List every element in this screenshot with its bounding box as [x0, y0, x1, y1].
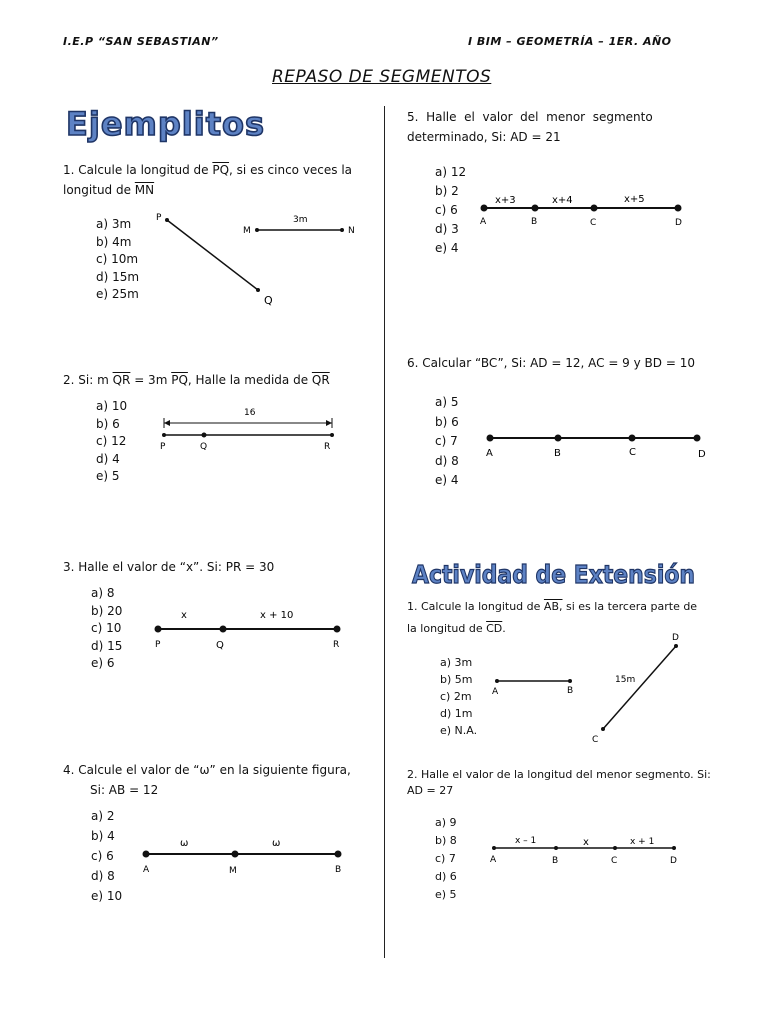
- point-a-label: A: [480, 217, 487, 227]
- option: e) N.A.: [440, 724, 478, 737]
- segment-mn-length: 3m: [293, 215, 308, 225]
- option: e) 6: [91, 656, 115, 670]
- option: a) 10: [96, 399, 128, 413]
- point-m-label: M: [229, 866, 237, 876]
- point-p-label: P: [155, 640, 161, 650]
- figure-1: [150, 208, 370, 313]
- option: b) 20: [91, 603, 123, 618]
- ejemplitos-banner: [62, 104, 352, 144]
- option: a) 3m: [440, 656, 473, 669]
- option: a) 8: [91, 586, 115, 600]
- point-b-label: B: [552, 856, 559, 866]
- actividad-banner: [410, 553, 710, 593]
- option: a) 12: [435, 165, 467, 179]
- option: b) 6: [96, 416, 120, 431]
- point-a-label: A: [490, 855, 497, 865]
- option: b) 4m: [96, 234, 132, 249]
- point-q-label: Q: [200, 442, 208, 452]
- option: b) 6: [435, 414, 459, 429]
- extension-1-options: [440, 654, 477, 739]
- question-4-options: [91, 806, 122, 906]
- question-1: 1. Calcule la longitud de $\overline{PQ}$, si es cinco veces la longitud de $\overline{MN}$: [63, 163, 353, 197]
- segment-x-label: x: [181, 610, 187, 621]
- point-r-label: R: [324, 442, 331, 452]
- figure-2: [155, 404, 345, 456]
- option: d) 4: [96, 451, 120, 466]
- course-name: I BIM – GEOMETRÍA – 1ER. AÑO: [468, 35, 672, 48]
- question-3-options: [91, 585, 122, 673]
- extension-2-options: [435, 814, 457, 904]
- option: a) 3m: [96, 217, 132, 231]
- option: b) 8: [435, 834, 457, 847]
- point-m-label: M: [243, 226, 251, 236]
- segment-x-plus-1-label: x + 1: [630, 837, 655, 847]
- segment-cd-length: 15m: [615, 675, 636, 685]
- segment-x-minus-1-label: x – 1: [515, 836, 537, 846]
- figure-4: [138, 834, 353, 882]
- question-5-options: [435, 163, 466, 258]
- question-2: 2. Si: m $\overline{QR} = 3m$ $\overline{PQ}$, Halle la medida de $\overline{QR}$: [63, 373, 330, 387]
- option: c) 7: [435, 852, 456, 865]
- option: e) 5: [435, 888, 457, 901]
- point-d-label: D: [698, 449, 706, 460]
- option: c) 10m: [96, 252, 139, 266]
- option: d) 15: [91, 638, 123, 653]
- option: b) 5m: [440, 673, 473, 686]
- point-a-label: A: [486, 448, 493, 459]
- segment-pq-label: $\overline{PQ}$: [212, 163, 230, 177]
- option: d) 8: [435, 453, 459, 468]
- point-a-label: A: [492, 687, 499, 697]
- point-c-label: C: [592, 735, 599, 745]
- measure-16-label: 16: [244, 408, 256, 418]
- option: b) 4: [91, 829, 115, 843]
- option: a) 9: [435, 816, 457, 829]
- segment-omega-label: ω: [180, 838, 189, 849]
- figure-5: [476, 190, 691, 232]
- option: d) 1m: [440, 707, 473, 720]
- point-c-label: C: [611, 856, 618, 866]
- segment-x-plus-10-label: x + 10: [260, 610, 294, 621]
- option: d) 15m: [96, 269, 140, 284]
- segment-mn-label: $\overline{MN}$: [134, 183, 155, 197]
- segment-omega-label: ω: [272, 838, 281, 849]
- option: e) 5: [96, 469, 120, 483]
- point-b-label: B: [554, 448, 561, 459]
- point-b-label: B: [567, 686, 574, 696]
- extension-1: 1. Calcule la longitud de AB, si es la tercera parte de la longitud de $\overline{CD}$.: [407, 600, 698, 635]
- point-d-label: D: [670, 856, 677, 866]
- option: a) 2: [91, 809, 115, 823]
- option: a) 5: [435, 395, 459, 409]
- point-q-label: Q: [264, 294, 273, 307]
- segment-x-plus-3-label: x+3: [495, 195, 516, 206]
- option: b) 2: [435, 184, 459, 198]
- school-name: I.E.P “SAN SEBASTIAN”: [63, 35, 219, 48]
- extension-2-figure: [486, 832, 686, 868]
- point-d-label: D: [675, 218, 682, 228]
- option: c) 10: [91, 621, 122, 635]
- question-3: 3. Halle el valor de “x”. Si: PR = 30: [63, 560, 275, 574]
- point-c-label: C: [590, 218, 597, 228]
- question-2-options: [96, 398, 127, 486]
- question-1-options: [96, 216, 139, 304]
- actividad-banner-text: Actividad de Extensión: [412, 560, 695, 589]
- question-5: 5. Halle el valor del menor segmento determinado, Si: AD = 21: [407, 110, 653, 144]
- option: d) 3: [435, 222, 459, 236]
- option: e) 10: [91, 889, 123, 903]
- option: c) 12: [96, 434, 127, 448]
- point-d-label: D: [672, 633, 679, 643]
- option: d) 6: [435, 870, 457, 883]
- figure-6: [482, 428, 712, 464]
- option: d) 8: [91, 869, 115, 883]
- question-6: 6. Calcular “BC”, Si: AD = 12, AC = 9 y BD = 10: [407, 356, 695, 370]
- segment-x-label: x: [583, 837, 589, 848]
- segment-x-plus-4-label: x+4: [552, 195, 573, 206]
- option: c) 6: [435, 203, 458, 217]
- question-4: 4. Calcule el valor de “ω” en la siguiente figura, Si: AB = 12: [63, 763, 351, 797]
- extension-2: 2. Halle el valor de la longitud del menor segmento. Si: AD = 27: [407, 768, 711, 797]
- point-b-label: B: [531, 217, 538, 227]
- segment-x-plus-5-label: x+5: [624, 194, 645, 205]
- option: e) 4: [435, 473, 459, 487]
- point-b-label: B: [335, 865, 342, 875]
- point-a-label: A: [143, 865, 150, 875]
- point-c-label: C: [629, 447, 636, 458]
- ejemplitos-banner-text: Ejemplitos: [66, 105, 266, 143]
- option: e) 25m: [96, 287, 139, 301]
- extension-1-figure: [486, 628, 686, 748]
- page-title: REPASO DE SEGMENTOS: [272, 67, 492, 87]
- option: e) 4: [435, 241, 459, 255]
- option: c) 7: [435, 434, 458, 448]
- figure-3: [150, 604, 350, 652]
- point-p-label: P: [160, 442, 166, 452]
- point-n-label: N: [348, 226, 355, 236]
- point-q-label: Q: [216, 640, 224, 651]
- column-divider: [384, 106, 385, 958]
- option: c) 2m: [440, 690, 472, 703]
- point-r-label: R: [333, 640, 340, 650]
- question-6-options: [435, 393, 459, 491]
- option: c) 6: [91, 849, 114, 863]
- point-p-label: P: [156, 213, 162, 223]
